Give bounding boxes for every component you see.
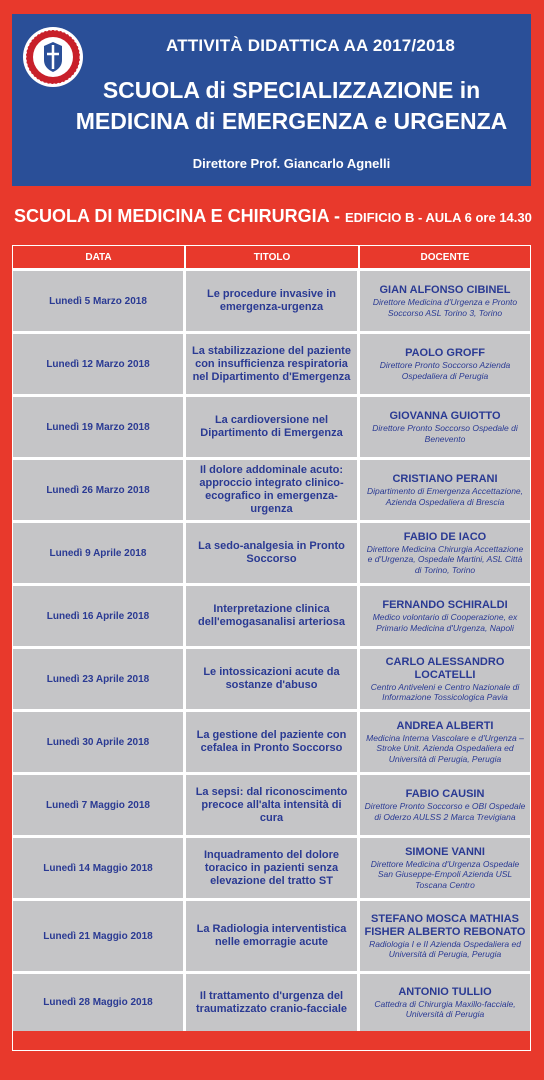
date-cell	[13, 712, 186, 772]
teacher-affiliation: Direttore Pronto Soccorso Ospedale di Benevento	[372, 423, 518, 444]
header-teacher: DOCENTE	[360, 246, 530, 268]
table-row	[13, 268, 530, 331]
lecture-date: Lunedì 26 Marzo 2018	[46, 484, 150, 496]
lecture-date: Lunedì 30 Aprile 2018	[46, 736, 150, 748]
lecture-title: La stabilizzazione del paziente con insufficienza respiratoria nel Dipartimento d'Emergenza	[192, 344, 351, 383]
teacher-affiliation: Direttore Medicina d'Urgenza e Pronto Soccorso ASL Torino 3, Torino	[372, 297, 518, 318]
teacher-cell	[360, 712, 530, 772]
title-cell	[186, 775, 360, 835]
header-date: DATA	[13, 246, 186, 268]
teacher-cell	[360, 838, 530, 898]
date-cell	[13, 397, 186, 457]
teacher-cell	[360, 523, 530, 583]
teacher-affiliation: Dipartimento di Emergenza Accettazione, Azienda Ospedaliera di Brescia	[366, 486, 524, 507]
lecture-date: Lunedì 12 Marzo 2018	[46, 358, 150, 370]
teacher-name: SIMONE VANNI	[405, 845, 485, 858]
lecture-title: La sedo-analgesia in Pronto Soccorso	[198, 540, 345, 565]
lecture-date: Lunedì 7 Maggio 2018	[46, 799, 150, 811]
table-row	[13, 583, 530, 646]
lecture-date: Lunedì 28 Maggio 2018	[43, 997, 153, 1008]
teacher-cell	[360, 901, 530, 971]
lecture-date: Lunedì 21 Maggio 2018	[43, 930, 153, 942]
date-cell	[13, 460, 186, 520]
date-cell	[13, 523, 186, 583]
school-title-line1: SCUOLA di SPECIALIZZAZIONE in	[102, 77, 481, 103]
date-cell	[13, 838, 186, 898]
teacher-name: CRISTIANO PERANI	[392, 473, 498, 485]
header-banner	[12, 14, 531, 186]
teacher-name: PAOLO GROFF	[405, 347, 485, 359]
lecture-title: La cardioversione nel Dipartimento di Emergenza	[200, 414, 343, 439]
table-row	[13, 646, 530, 709]
teacher-affiliation: Direttore Medicina d'Urgenza Ospedale San Giuseppe-Empoli Azienda USL Toscana Centro	[370, 858, 520, 890]
date-cell	[13, 649, 186, 709]
academic-year-title: ATTIVITÀ DIDATTICA AA 2017/2018	[166, 36, 455, 55]
table-body	[13, 268, 530, 1050]
lecture-title: Il dolore addominale acuto: approccio integrato clinico-ecografico in emergenza-urgenza	[199, 464, 344, 515]
teacher-affiliation: Direttore Pronto Soccorso e OBI Ospedale di Oderzo AULSS 2 Marca Trevigiana	[364, 801, 526, 822]
header-title: TITOLO	[186, 246, 360, 268]
lecture-date: Lunedì 5 Marzo 2018	[49, 295, 147, 307]
location-subheading	[14, 206, 534, 227]
teacher-name: STEFANO MOSCA MATHIAS FISHER ALBERTO REBONATO	[364, 912, 526, 938]
teacher-name: CARLO ALESSANDRO LOCATELLI	[385, 655, 505, 681]
title-cell	[186, 271, 360, 331]
lecture-title: Le intossicazioni acute da sostanze d'abuso	[203, 666, 340, 691]
table-row	[13, 709, 530, 772]
date-cell	[13, 586, 186, 646]
title-cell	[186, 712, 360, 772]
table-row	[13, 835, 530, 898]
lecture-title: La gestione del paziente con cefalea in Pronto Soccorso	[196, 729, 347, 754]
schedule-table	[12, 245, 531, 1051]
table-header	[13, 246, 530, 268]
date-cell	[13, 775, 186, 835]
teacher-affiliation: Centro Antiveleni e Centro Nazionale di Informazione Tossicologica Pavia	[370, 681, 520, 702]
title-cell	[186, 901, 360, 971]
title-cell	[186, 397, 360, 457]
teacher-name: ANDREA ALBERTI	[396, 719, 494, 732]
date-cell	[13, 271, 186, 331]
lecture-title: Il trattamento d'urgenza del traumatizzato cranio-facciale	[196, 989, 347, 1015]
lecture-title: Interpretazione clinica dell'emogasanalisi arteriosa	[198, 603, 345, 628]
lecture-date: Lunedì 14 Maggio 2018	[43, 862, 153, 874]
title-cell	[186, 334, 360, 394]
table-row	[13, 971, 530, 1031]
school-title-line2: MEDICINA di EMERGENZA e URGENZA	[75, 108, 508, 134]
title-cell	[186, 974, 360, 1031]
table-row	[13, 520, 530, 583]
teacher-cell	[360, 974, 530, 1031]
teacher-cell	[360, 460, 530, 520]
teacher-affiliation: Direttore Pronto Soccorso Azienda Ospedaliera di Perugia	[379, 360, 511, 381]
teacher-affiliation: Cattedra di Chirurgia Maxillo-facciale, Università di Perugia	[374, 998, 516, 1019]
teacher-name: GIAN ALFONSO CIBINEL	[379, 284, 511, 296]
room-time: EDIFICIO B - AULA 6 ore 14.30	[345, 210, 532, 225]
table-row	[13, 331, 530, 394]
teacher-cell	[360, 775, 530, 835]
title-cell	[186, 649, 360, 709]
title-cell	[186, 586, 360, 646]
table-row	[13, 772, 530, 835]
separator: -	[329, 206, 345, 226]
date-cell	[13, 334, 186, 394]
teacher-name: FERNANDO SCHIRALDI	[382, 599, 508, 611]
teacher-name: GIOVANNA GUIOTTO	[389, 410, 501, 422]
teacher-cell	[360, 649, 530, 709]
teacher-cell	[360, 586, 530, 646]
lecture-title: Inquadramento del dolore toracico in pazienti senza elevazione del tratto ST	[203, 848, 340, 887]
teacher-affiliation: Radiologia I e II Azienda Ospedaliera ed Università di Perugia, Perugia	[369, 938, 521, 959]
teacher-name: FABIO DE IACO	[403, 530, 487, 543]
lecture-date: Lunedì 19 Marzo 2018	[46, 421, 150, 433]
teacher-name: ANTONIO TULLIO	[398, 985, 492, 998]
date-cell	[13, 901, 186, 971]
title-cell	[186, 838, 360, 898]
lecture-date: Lunedì 23 Aprile 2018	[46, 673, 150, 685]
lecture-title: La sepsi: dal riconoscimento precoce all'alta intensità di cura	[195, 785, 348, 824]
title-cell	[186, 460, 360, 520]
date-cell	[13, 974, 186, 1031]
lecture-date: Lunedì 16 Aprile 2018	[46, 610, 150, 622]
teacher-affiliation: Medico volontario di Cooperazione, ex Primario Medicina d'Urgenza, Napoli	[372, 612, 518, 633]
teacher-cell	[360, 397, 530, 457]
teacher-name: FABIO CAUSIN	[405, 788, 485, 800]
school-name: SCUOLA DI MEDICINA E CHIRURGIA	[14, 206, 329, 226]
director-name: Direttore Prof. Giancarlo Agnelli	[192, 156, 391, 171]
teacher-affiliation: Medicina Interna Vascolare e d'Urgenza – Stroke Unit. Azienda Ospedaliera ed Università di Perugia, Perugia	[366, 732, 524, 764]
teacher-affiliation: Direttore Medicina Chirurgia Accettazione e d'Urgenza, Ospedale Martini, ASL Città di Torino, Torino	[366, 543, 524, 575]
lecture-title: La Radiologia interventistica nelle emorragie acute	[196, 923, 347, 948]
title-cell	[186, 523, 360, 583]
school-title	[52, 75, 531, 137]
table-row	[13, 457, 530, 520]
lecture-date: Lunedì 9 Aprile 2018	[49, 547, 147, 559]
table-row	[13, 394, 530, 457]
teacher-cell	[360, 271, 530, 331]
lecture-title: Le procedure invasive in emergenza-urgenza	[207, 288, 336, 313]
table-row	[13, 898, 530, 971]
teacher-cell	[360, 334, 530, 394]
